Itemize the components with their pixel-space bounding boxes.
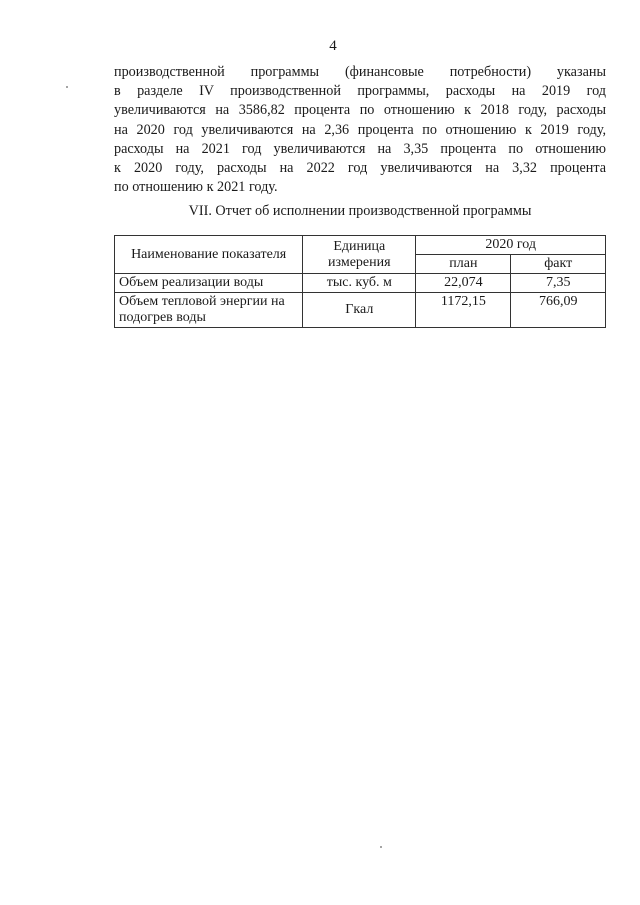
header-year: 2020 год — [416, 236, 606, 255]
scan-speck — [380, 846, 382, 848]
paragraph-line: производственной программы (финансовые потребности) указаны — [114, 64, 606, 80]
section-title: VII. Отчет об исполнении производственной программы — [188, 203, 532, 219]
scan-speck — [66, 86, 68, 88]
row-unit: тыс. куб. м — [303, 274, 416, 293]
report-table — [114, 235, 606, 328]
row-indicator: Объем реализации воды — [115, 274, 303, 293]
header-unit: Единица измерения — [303, 236, 416, 274]
row-indicator: Объем тепловой энергии на подогрев воды — [115, 293, 303, 328]
paragraph-line: к 2020 году, расходы на 2022 год увеличиваются на 3,32 процента — [114, 159, 606, 176]
row-plan: 1172,15 — [416, 293, 511, 328]
table-row — [115, 274, 606, 293]
table-header-row — [115, 236, 606, 255]
row-plan: 22,074 — [416, 274, 511, 293]
row-fact: 7,35 — [511, 274, 606, 293]
paragraph-line: по отношению к 2021 году. — [114, 179, 278, 196]
paragraph-line: увеличиваются на 3586,82 процента по отношению к 2018 году, расходы — [114, 102, 606, 119]
page-number: 4 — [329, 38, 337, 54]
header-plan: план — [416, 255, 511, 274]
row-fact: 766,09 — [511, 293, 606, 328]
header-fact: факт — [511, 255, 606, 274]
table-row — [115, 293, 606, 328]
paragraph-line: расходы на 2021 год увеличиваются на 3,35 процента по отношению — [114, 140, 606, 157]
header-indicator: Наименование показателя — [115, 236, 303, 274]
body-paragraph — [114, 63, 606, 197]
paragraph-line: на 2020 год увеличиваются на 2,36 процента по отношению к 2019 году, — [114, 121, 606, 138]
paragraph-line: в разделе IV производственной программы, расходы на 2019 год — [114, 83, 606, 100]
row-unit: Гкал — [303, 293, 416, 328]
